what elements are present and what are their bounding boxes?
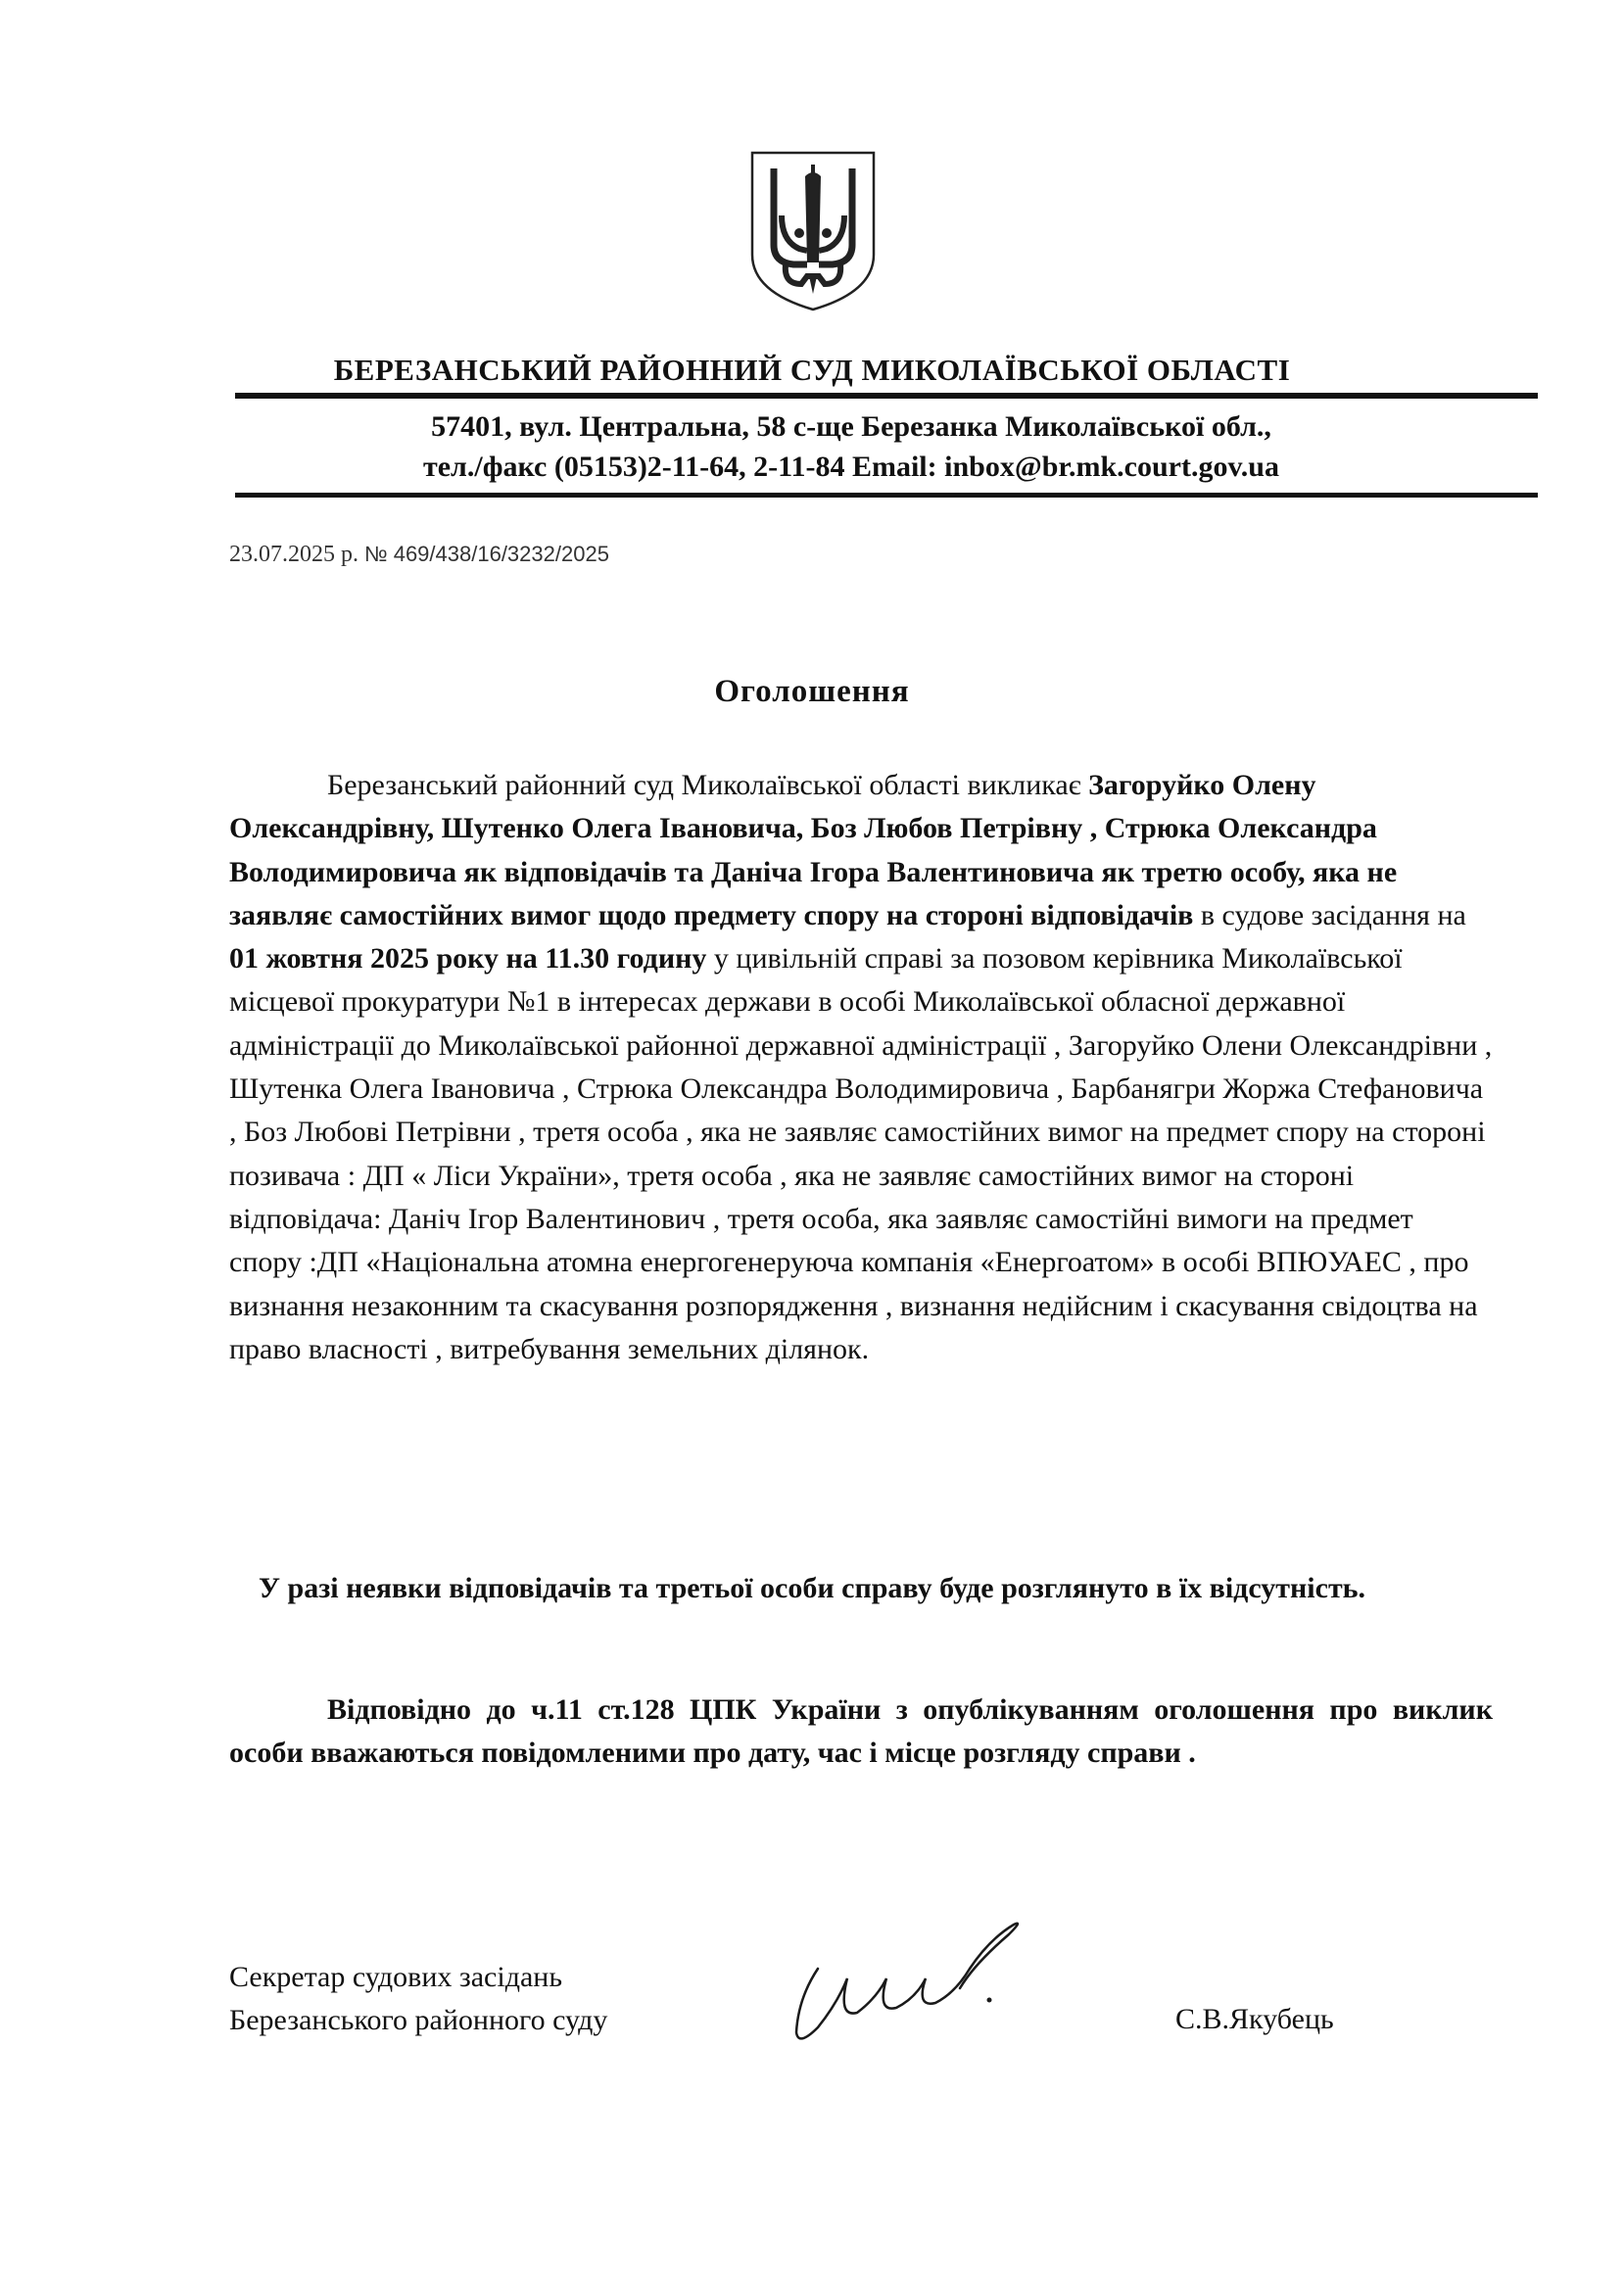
signatory-position	[229, 1956, 607, 2042]
absence-warning: У разі неявки відповідачів та третьої особи справу буде розглянуто в їх відсутність.	[259, 1572, 1366, 1604]
announcement-body	[229, 764, 1493, 1371]
header-divider-bottom	[235, 493, 1538, 498]
hearing-datetime: 01 жовтня 2025 року на 11.30 годину	[229, 942, 707, 976]
document-number: № 469/438/16/3232/2025	[364, 542, 609, 566]
document-reference	[229, 542, 609, 568]
case-description: у цивільній справі за позовом керівника Миколаївської місцевої прокуратури №1 в інтересах держави в особі Миколаївської обласної державної адміністрації до Миколаївської районної державної адміністрації , Загоруйко Олени Олександрівни , Шутенка Олега Івановича , Стрюка Олександра Володимировича , Барбанягри Жоржа Стефановича , Боз Любові Петрівни , третя особа , яка не заявляє самостійних вимог на предмет спору на стороні позивача : ДП « Ліси України», третя особа , яка не заявляє самостійних вимог на стороні відповідача: Даніч Ігор Валентинович , третя особа, яка заявляє самостійні вимоги на предмет спору :ДП «Національна атомна енергогенеруюча компанія «Енергоатом» в особі ВПЮУАЕС , про визнання незаконним та скасування розпорядження , визнання недійсним і скасування свідоцтва на право власності , витребування земельних ділянок.	[229, 942, 1493, 1365]
document-date: 23.07.2025 р.	[229, 542, 358, 567]
summoned-persons: Загоруйко Олену Олександрівну, Шутенко Олега Івановича, Боз Любов Петрівну , Стрюка Олександра Володимировича як відповідачів та Даніча Ігора Валентиновича як третю особу, яка не заявляє самостійних вимог щодо предмету спору на стороні відповідачів	[229, 769, 1398, 931]
court-contacts: тел./факс (05153)2-11-64, 2-11-84 Email: inbox@br.mk.court.gov.ua	[423, 451, 1279, 483]
signatory-name: С.В.Якубець	[1175, 2003, 1334, 2035]
handwritten-signature	[779, 1910, 1033, 2057]
signatory-position-line1: Секретар судових засідань	[229, 1961, 563, 1993]
signatory-position-line2: Березанського районного суду	[229, 2004, 608, 2036]
intro-text: Березанський районний суд Миколаївської області викликає	[327, 769, 1081, 801]
header-divider-top	[235, 393, 1538, 399]
announcement-paragraph	[229, 764, 1493, 1371]
document-title: Оголошення	[714, 674, 910, 709]
court-name: БЕРЕЗАНСЬКИЙ РАЙОННИЙ СУД МИКОЛАЇВСЬКОЇ ОБЛАСТІ	[333, 353, 1291, 387]
trident-coat-of-arms-icon	[744, 147, 882, 313]
court-address: 57401, вул. Центральна, 58 с-ще Березанка Миколаївської обл.,	[431, 410, 1271, 443]
hearing-text: в судове засідання на	[1193, 898, 1466, 931]
legal-notice: Відповідно до ч.11 ст.128 ЦПК України з опублікуванням оголошення про виклик особи вважаються повідомленими про дату, час і місце розгляду справи .	[229, 1693, 1493, 1769]
